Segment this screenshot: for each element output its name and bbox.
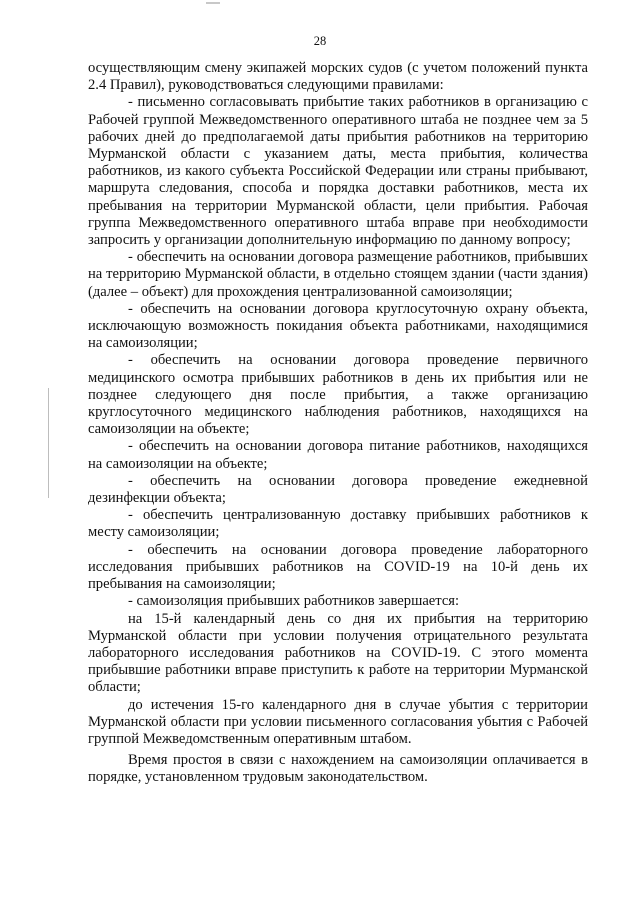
paragraph-early-departure: до истечения 15-го календарного дня в случае убытия с территории Мурманской области при условии письменного согласования убытия с Рабочей группой Межведомственным оперативным штабом. xyxy=(88,696,588,747)
paragraph-disinfection: - обеспечить на основании договора проведение ежедневной дезинфекции объекта; xyxy=(88,472,588,507)
paragraph-security: - обеспечить на основании договора круглосуточную охрану объекта, исключающую возможность покидания объекта работниками, находящимися на самоизоляции; xyxy=(88,300,588,352)
paragraph-idle-pay: Время простоя в связи с нахождением на самоизоляции оплачивается в порядке, установленном трудовым законодательством. xyxy=(88,752,588,786)
paragraph-day-15: на 15-й календарный день со дня их прибытия на территорию Мурманской области при условии получения отрицательного результата лабораторного исследования работников на COVID-19. С этого момента прибывшие работники вправе приступить к работе на территории Мурманской области; xyxy=(88,610,588,696)
paragraph-isolation-end: - самоизоляция прибывших работников завершается: xyxy=(128,593,460,610)
paragraph-intro: осуществляющим смену экипажей морских судов (с учетом положений пункта 2.4 Правил), руководствоваться следующими правилами: xyxy=(88,60,588,94)
document-body xyxy=(88,60,588,787)
page-number: 28 xyxy=(313,34,327,48)
scan-artifact xyxy=(206,2,220,4)
paragraph-lab-testing: - обеспечить на основании договора проведение лабораторного исследования прибывших работников на COVID-19 на 10-й день их пребывания на самоизоляции; xyxy=(88,541,588,593)
paragraph-meals: - обеспечить на основании договора питание работников, находящихся на самоизоляции на объекте; xyxy=(88,438,588,472)
paragraph-transport: - обеспечить централизованную доставку прибывших работников к месту самоизоляции; xyxy=(88,507,588,541)
paragraph-medical-exam: - обеспечить на основании договора проведение первичного медицинского осмотра прибывших работников в день их прибытия или не позднее следующего дня после прибытия, а также организацию круглосуточного медицинского наблюдения работников, находящихся на самоизоляции на объекте; xyxy=(88,352,588,438)
paragraph-accommodation: - обеспечить на основании договора размещение работников, прибывших на территорию Мурманской области, в отдельно стоящем здании (части здания) (далее – объект) для прохождения централизованной самоизоляции; xyxy=(88,249,588,300)
paragraph-notify-working-group: - письменно согласовывать прибытие таких работников в организацию с Рабочей группой Межведомственного оперативного штаба не позднее чем за 5 рабочих дней до предполагаемой даты прибытия работников на территорию Мурманской области с указанием даты, места прибытия, количества работников, из какого субъекта Российской Федерации или страны прибывают, маршрута следования, способа и порядка доставки работников, места их пребывания на территории Мурманской области, цели прибытия. Рабочая группа Межведомственного оперативного штаба вправе при необходимости запросить у организации дополнительную информацию по данному вопросу; xyxy=(88,94,588,249)
scan-margin-mark xyxy=(48,388,49,498)
